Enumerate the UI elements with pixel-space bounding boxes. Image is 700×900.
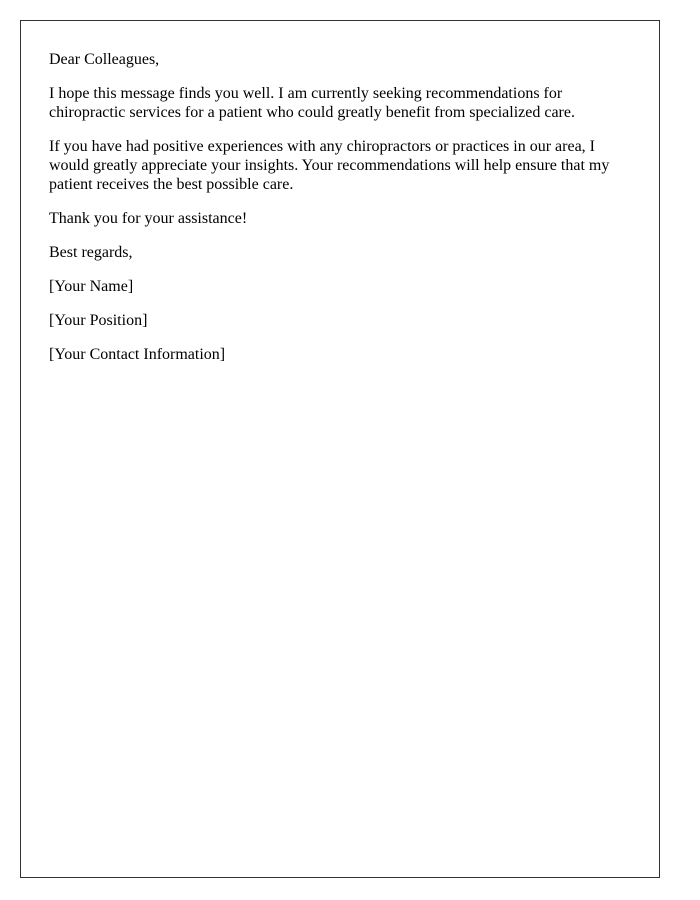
salutation: Dear Colleagues, xyxy=(49,51,160,68)
signature-position: [Your Position] xyxy=(49,312,148,329)
closing-line: Best regards, xyxy=(49,244,133,261)
letter-body xyxy=(49,50,629,379)
signature-name: [Your Name] xyxy=(49,278,134,295)
letter-page xyxy=(20,20,660,878)
paragraph-intro: I hope this message finds you well. I am currently seeking recommendations for chiropractic services for a patient who could greatly benefit from specialized care. xyxy=(49,85,575,121)
paragraph-request: If you have had positive experiences with any chiropractors or practices in our area, I would greatly appreciate your insights. Your recommendations will help ensure that my patient receives the best possible care. xyxy=(49,138,610,193)
thanks-line: Thank you for your assistance! xyxy=(49,210,248,227)
signature-contact: [Your Contact Information] xyxy=(49,346,226,363)
